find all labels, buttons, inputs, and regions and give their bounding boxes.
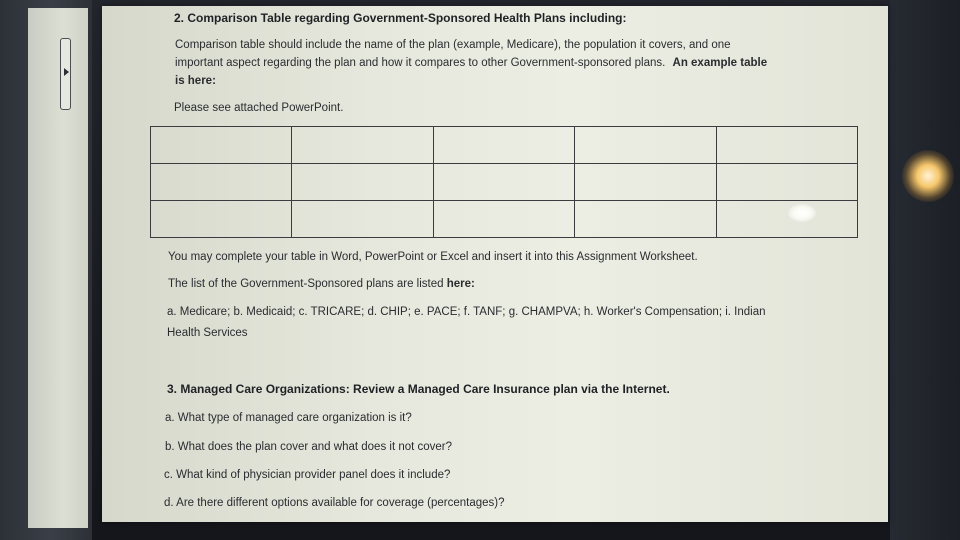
table-cell[interactable] xyxy=(575,201,716,238)
table-cell[interactable] xyxy=(575,127,716,164)
table-cell[interactable] xyxy=(151,201,292,238)
table-cell[interactable] xyxy=(575,164,716,201)
attached-powerpoint-note: Please see attached PowerPoint. xyxy=(174,102,344,114)
question-item: c. What kind of physician provider panel does it include? xyxy=(164,469,451,481)
table-row xyxy=(151,164,858,201)
comparison-table xyxy=(150,126,858,238)
screen-glare xyxy=(788,204,816,222)
plans-list-line-1: a. Medicare; b. Medicaid; c. TRICARE; d. CHIP; e. PACE; f. TANF; g. CHAMPVA; h. Worker's Compensation; i. Indian xyxy=(167,306,766,318)
table-cell[interactable] xyxy=(292,164,433,201)
side-panel xyxy=(28,8,88,528)
table-cell[interactable] xyxy=(433,127,574,164)
table-cell[interactable] xyxy=(292,127,433,164)
table-cell[interactable] xyxy=(292,201,433,238)
monitor-bezel-right xyxy=(890,0,960,540)
play-arrow-icon xyxy=(64,68,69,76)
table-row xyxy=(151,127,858,164)
question-item: d. Are there different options available for coverage (percentages)? xyxy=(164,497,505,509)
section-3-heading: 3. Managed Care Organizations: Review a Managed Care Insurance plan via the Internet. xyxy=(167,382,670,396)
section-2-description-line-3: is here: xyxy=(175,75,216,87)
table-cell[interactable] xyxy=(716,127,857,164)
table-cell[interactable] xyxy=(433,164,574,201)
table-row xyxy=(151,201,858,238)
description-bold-text: An example table xyxy=(672,57,768,69)
plans-list-intro-bold: here: xyxy=(446,278,475,290)
question-item: b. What does the plan cover and what does it not cover? xyxy=(165,441,453,453)
plans-list-intro-text: The list of the Government-Sponsored plans are listed xyxy=(168,278,444,290)
plans-list-line-2: Health Services xyxy=(167,327,248,339)
question-item: a. What type of managed care organization is it? xyxy=(165,412,412,424)
table-cell[interactable] xyxy=(716,164,857,201)
section-2-heading: 2. Comparison Table regarding Government-Sponsored Health Plans including: xyxy=(174,11,627,25)
table-cell[interactable] xyxy=(433,201,574,238)
section-2-description-line-2 xyxy=(175,54,767,72)
complete-table-note: You may complete your table in Word, PowerPoint or Excel and insert it into this Assignment Worksheet. xyxy=(168,251,698,263)
table-cell[interactable] xyxy=(151,164,292,201)
table-cell[interactable] xyxy=(716,201,857,238)
plans-list-intro xyxy=(168,275,475,293)
background-light-glare xyxy=(902,150,954,202)
table-cell[interactable] xyxy=(151,127,292,164)
description-regular-text: important aspect regarding the plan and how it compares to other Government-sponsored plans. xyxy=(175,57,666,69)
section-2-description-line-1: Comparison table should include the name of the plan (example, Medicare), the population it covers, and one xyxy=(175,39,731,51)
